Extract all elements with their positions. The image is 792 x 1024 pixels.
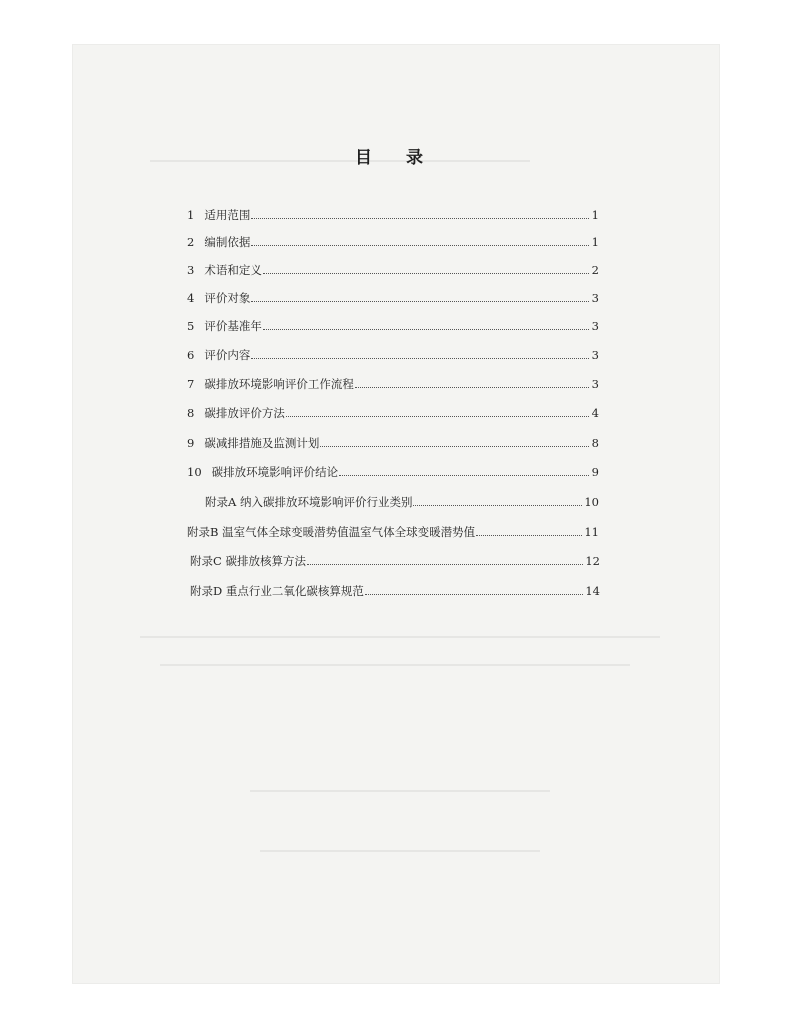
toc-entry-number: 5 <box>187 319 195 333</box>
dot-leader <box>251 358 589 359</box>
toc-entry-number: 10 <box>187 465 202 479</box>
toc-entry[interactable] <box>187 373 599 391</box>
toc-entry-number: 2 <box>187 235 195 249</box>
toc-entry-number: 9 <box>187 436 195 450</box>
toc-entry-title: 术语和定义 <box>204 263 262 277</box>
dot-leader <box>286 416 589 417</box>
scan-artifact <box>160 664 630 666</box>
dot-leader <box>251 218 589 219</box>
dot-leader <box>263 329 589 330</box>
dot-leader <box>307 564 583 565</box>
toc-entry-number: 3 <box>187 263 195 277</box>
toc-entry[interactable] <box>205 491 599 509</box>
toc-entry-title: 附录A 纳入碳排放环境影响评价行业类别 <box>205 495 413 509</box>
toc-entry-title: 碳减排措施及监测计划 <box>204 436 320 450</box>
dot-leader <box>251 301 589 302</box>
toc-entry-title: 评价基准年 <box>204 319 262 333</box>
toc-entry-page: 8 <box>591 436 599 450</box>
toc-entry[interactable] <box>187 344 599 362</box>
toc-entry-page: 3 <box>591 377 599 391</box>
toc-entry-title: 适用范围 <box>204 208 251 222</box>
toc-entry-title: 附录D 重点行业二氧化碳核算规范 <box>190 584 364 598</box>
dot-leader <box>251 245 589 246</box>
dot-leader <box>365 594 583 595</box>
toc-entry[interactable] <box>187 461 599 479</box>
toc-entry-title: 附录C 碳排放核算方法 <box>190 554 306 568</box>
toc-entry-title: 碳排放评价方法 <box>204 406 285 420</box>
toc-entry[interactable] <box>187 259 599 277</box>
toc-entry-number: 7 <box>187 377 195 391</box>
toc-entry-page: 12 <box>585 554 600 568</box>
scanned-page <box>72 44 720 984</box>
toc-entry[interactable] <box>187 402 599 420</box>
toc-entry-page: 10 <box>584 495 599 509</box>
dot-leader <box>355 387 589 388</box>
toc-entry-title: 碳排放环境影响评价工作流程 <box>204 377 354 391</box>
toc-entry-page: 9 <box>591 465 599 479</box>
toc-entry-title: 附录B 温室气体全球变暖潜势值温室气体全球变暖潜势值 <box>187 525 476 539</box>
toc-entry-page: 1 <box>591 235 599 249</box>
toc-entry-title: 评价内容 <box>204 348 251 362</box>
scan-artifact <box>250 790 550 792</box>
toc-entry-page: 3 <box>591 291 599 305</box>
toc-entry-page: 4 <box>591 406 599 420</box>
page-title: 目 录 <box>355 148 437 168</box>
dot-leader <box>413 505 582 506</box>
toc-entry-page: 3 <box>591 319 599 333</box>
scan-artifact <box>140 636 660 638</box>
toc-entry-title: 评价对象 <box>204 291 251 305</box>
toc-entry[interactable] <box>187 521 599 539</box>
toc-entry[interactable] <box>187 432 599 450</box>
dot-leader <box>263 273 589 274</box>
dot-leader <box>476 535 582 536</box>
scan-artifact <box>260 850 540 852</box>
dot-leader <box>320 446 589 447</box>
toc-entry[interactable] <box>187 315 599 333</box>
toc-entry[interactable] <box>187 287 599 305</box>
toc-entry-number: 4 <box>187 291 195 305</box>
toc-entry-title: 编制依据 <box>204 235 251 249</box>
toc-entry-number: 1 <box>187 208 195 222</box>
toc-entry-title: 碳排放环境影响评价结论 <box>211 465 339 479</box>
toc-entry[interactable] <box>190 550 600 568</box>
toc-entry-page: 11 <box>584 525 599 539</box>
toc-entry-page: 3 <box>591 348 599 362</box>
toc-entry-page: 1 <box>591 208 599 222</box>
toc-entry-number: 8 <box>187 406 195 420</box>
dot-leader <box>339 475 589 476</box>
toc-entry[interactable] <box>190 580 600 598</box>
toc-entry[interactable] <box>187 204 599 222</box>
toc-entry-page: 2 <box>591 263 599 277</box>
toc-entry-number: 6 <box>187 348 195 362</box>
toc-entry-page: 14 <box>585 584 600 598</box>
toc-entry[interactable] <box>187 231 599 249</box>
